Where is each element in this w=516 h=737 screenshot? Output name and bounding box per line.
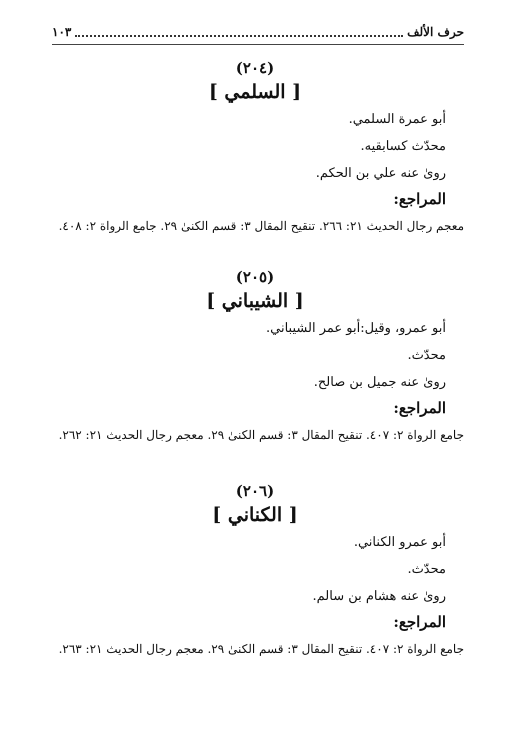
entry-206 <box>46 481 464 664</box>
entry-line: محدّث. <box>407 562 446 577</box>
references-heading: المراجع: <box>393 190 446 208</box>
entry-number: (٢٠٦) <box>235 482 275 500</box>
entry-line: محدّث كسابقيه. <box>360 139 446 154</box>
entry-line: رویٰ عنه جميل بن صالح. <box>313 375 446 390</box>
entry-line: أبو عمرو، وقيل:أبو عمر الشيباني. <box>266 321 446 336</box>
references-text: معجم رجال الحديث ٢١: ٢٦٦. تنقيح المقال ٣: قسم الكنىٰ ٢٩. جامع الرواة ٢: ٤٠٨. <box>58 219 464 233</box>
entry-line: أبو عمرو الكناني. <box>353 535 446 550</box>
entry-line: رویٰ عنه علي بن الحكم. <box>315 166 446 181</box>
entry-name: [ الكناني ] <box>212 504 298 526</box>
entry-number: (٢٠٥) <box>235 268 275 286</box>
entry-line: أبو عمرة السلمي. <box>348 112 446 127</box>
page-number: ١٠٣ <box>52 25 72 39</box>
references-text: جامع الرواة ٢: ٤٠٧. تنقيح المقال ٣: قسم الكنىٰ ٢٩. معجم رجال الحديث ٢١: ٢٦٢. <box>58 428 464 442</box>
header-title: حرف الألف <box>407 25 464 39</box>
entry-line: رویٰ عنه هشام بن سالم. <box>312 589 446 604</box>
references-heading: المراجع: <box>393 399 446 417</box>
entry-205 <box>46 267 464 450</box>
references-heading: المراجع: <box>393 613 446 631</box>
entry-name: [ الشيباني ] <box>206 290 304 312</box>
entry-number: (٢٠٤) <box>235 59 275 77</box>
header-rule <box>52 44 464 45</box>
running-header <box>52 22 464 42</box>
entry-204 <box>46 58 464 241</box>
references-text: جامع الرواة ٢: ٤٠٧. تنقيح المقال ٣: قسم الكنىٰ ٢٩. معجم رجال الحديث ٢١: ٢٦٣. <box>58 642 464 656</box>
entry-name: [ السلمي ] <box>208 81 302 103</box>
header-dot-leader <box>75 27 403 37</box>
entry-line: محدّث. <box>407 348 446 363</box>
